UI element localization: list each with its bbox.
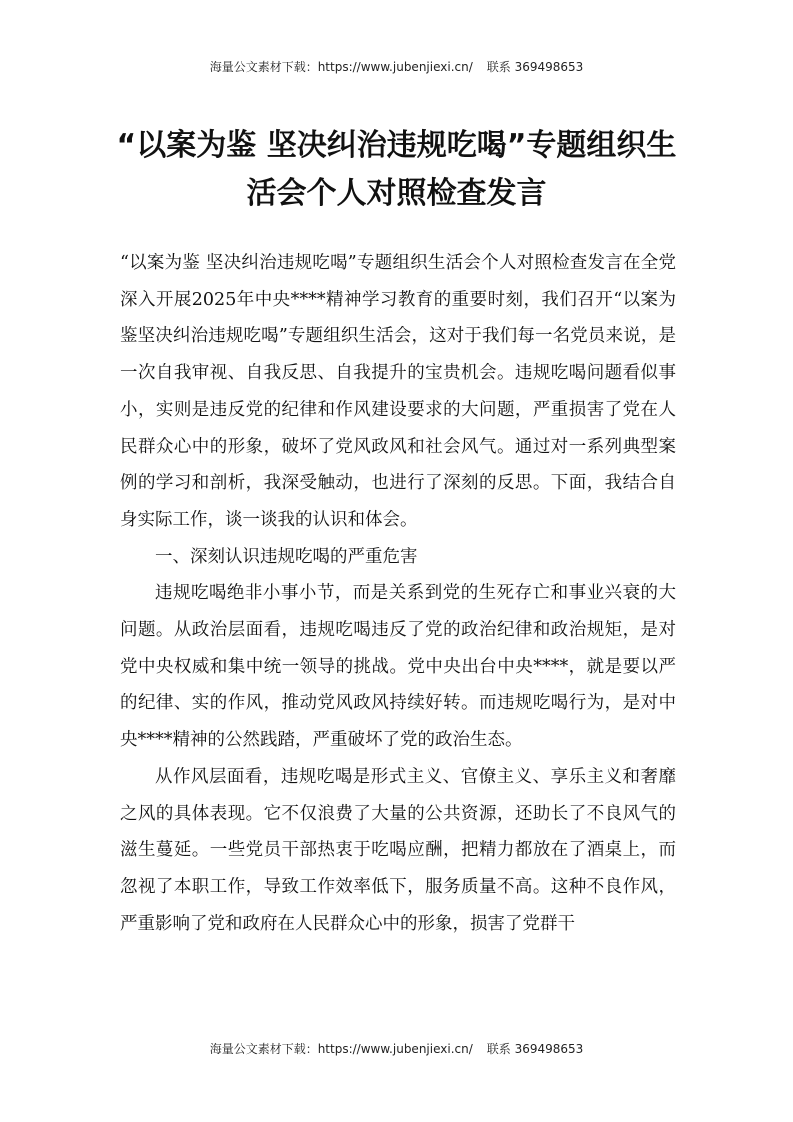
page-footer (0, 1040, 793, 1057)
document-title (100, 122, 693, 218)
footer-label: 海量公文素材下载： (209, 1042, 318, 1056)
title-line-1: “以案为鉴 坚决纠治违规吃喝”专题组织生 (116, 128, 677, 163)
intro-paragraph: “以案为鉴 坚决纠治违规吃喝”专题组织生活会个人对照检查发言在全党深入开展2025年中央****精神学习教育的重要时刻，我们召开“以案为鉴坚决纠治违规吃喝”专题组织生活会，这对于我们每一名党员来说，是一次自我审视、自我反思、自我提升的宝贵机会。违规吃喝问题看似事小，实则是违反党的纪律和作风建设要求的大问题，严重损害了党在人民群众心中的形象，破坏了党风政风和社会风气。通过对一系列典型案例的学习和剖析，我深受触动，也进行了深刻的反思。下面，我结合自身实际工作，谈一谈我的认识和体会。 (120, 253, 676, 530)
section-heading-1: 一、深刻认识违规吃喝的严重危害 (155, 546, 418, 567)
document-body (120, 245, 676, 942)
body-paragraph: 违规吃喝绝非小事小节，而是关系到党的生死存亡和事业兴衰的大问题。从政治层面看，违规吃喝违反了党的政治纪律和政治规矩，是对党中央权威和集中统一领导的挑战。党中央出台中央****，就是要以严的纪律、实的作风，推动党风政风持续好转。而违规吃喝行为，是对中央****精神的公然践踏，严重破坏了党的政治生态。 (120, 583, 676, 751)
page-header (0, 58, 793, 75)
title-line-2: 活会个人对照检查发言 (246, 176, 547, 211)
header-contact: 联系 369498653 (486, 60, 584, 74)
footer-contact: 联系 369498653 (486, 1042, 584, 1056)
footer-url-link[interactable]: https://www.jubenjiexi.cn/ (317, 1042, 473, 1056)
header-label: 海量公文素材下载： (209, 60, 318, 74)
body-paragraph: 从作风层面看，违规吃喝是形式主义、官僚主义、享乐主义和奢靡之风的具体表现。它不仅浪费了大量的公共资源，还助长了不良风气的滋生蔓延。一些党员干部热衷于吃喝应酬，把精力都放在了酒桌上，而忽视了本职工作，导致工作效率低下，服务质量不高。这种不良作风，严重影响了党和政府在人民群众心中的形象，损害了党群干 (120, 766, 676, 934)
header-url-link[interactable]: https://www.jubenjiexi.cn/ (317, 60, 473, 74)
